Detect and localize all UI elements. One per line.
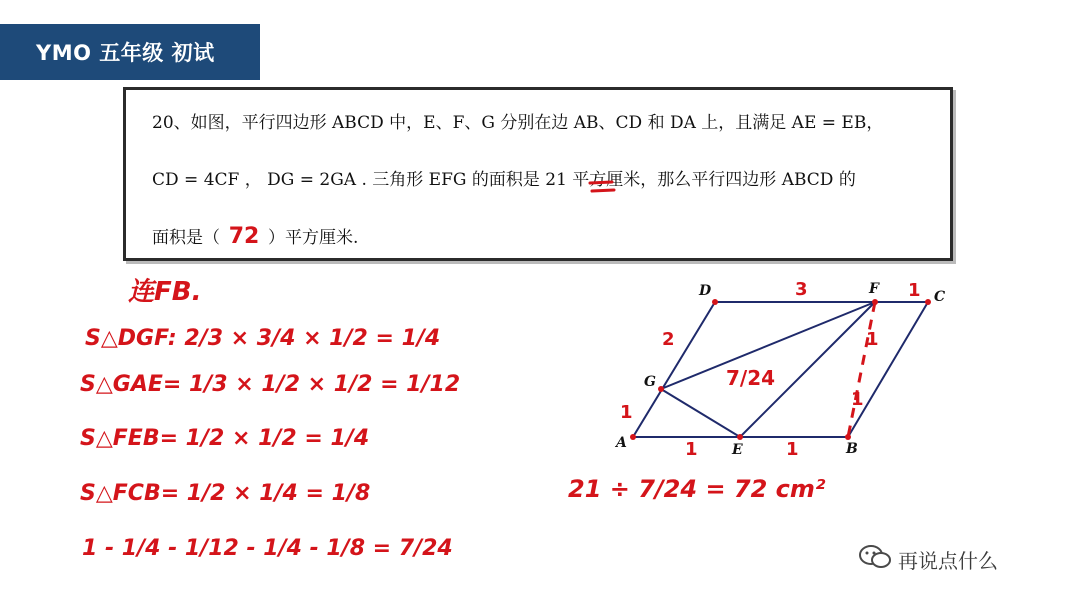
segment-fb	[848, 302, 875, 437]
label-fb-lower: 1	[851, 389, 864, 410]
answer-blank: 72	[228, 224, 260, 249]
final-result: 21 ÷ 7/24 = 72 cm²	[568, 475, 826, 503]
connect-note: 连FB.	[128, 277, 202, 307]
handwritten-work	[80, 277, 826, 561]
question-line-2-b: 平方厘米，那么平行四边形 ABCD 的	[566, 170, 856, 190]
label-e: E	[732, 442, 743, 458]
label-b: B	[846, 441, 858, 457]
label-ae: 1	[685, 439, 698, 460]
area-value: 21	[545, 170, 567, 190]
step-3: S△FEB= 1/2 × 1/2 = 1/4	[80, 426, 370, 451]
parallelogram-diagram	[633, 302, 928, 437]
step-4: S△FCB= 1/2 × 1/4 = 1/8	[80, 481, 371, 506]
label-ga: 1	[620, 402, 633, 423]
label-a: A	[616, 435, 627, 451]
step-2: S△GAE= 1/3 × 1/2 × 1/2 = 1/12	[80, 372, 461, 397]
underline-21	[590, 182, 614, 191]
label-g: G	[644, 374, 656, 390]
label-f: F	[869, 281, 879, 297]
wechat-icon	[858, 544, 892, 575]
step-5: 1 - 1/4 - 1/12 - 1/4 - 1/8 = 7/24	[82, 536, 453, 561]
label-fc: 1	[908, 280, 921, 301]
point-labels	[614, 281, 945, 458]
watermark-text: 再说点什么	[898, 549, 998, 573]
label-inner-fraction: 7/24	[726, 366, 776, 390]
parallelogram-abcd	[633, 302, 928, 437]
question-line-2-a: CD = 4CF ， DG = 2GA . 三角形 EFG 的面积是	[152, 170, 546, 190]
question-line-1: 20、如图，平行四边形 ABCD 中，E、F、G 分别在边 AB、CD 和 DA 上，且满足 AE = EB，	[152, 113, 884, 133]
label-d: D	[699, 283, 712, 299]
label-dg: 2	[662, 329, 675, 350]
label-eb: 1	[786, 439, 799, 460]
question-line-3-b: ）平方厘米.	[268, 228, 359, 248]
page-title: YMO 五年级 初试	[0, 24, 260, 80]
label-df: 3	[795, 279, 808, 300]
question-line-3-a: 面积是（	[152, 228, 220, 248]
watermark	[858, 544, 998, 575]
label-fb-upper: 1	[866, 329, 879, 350]
label-c: C	[934, 289, 946, 305]
step-1: S△DGF: 2/3 × 3/4 × 1/2 = 1/4	[85, 326, 441, 351]
